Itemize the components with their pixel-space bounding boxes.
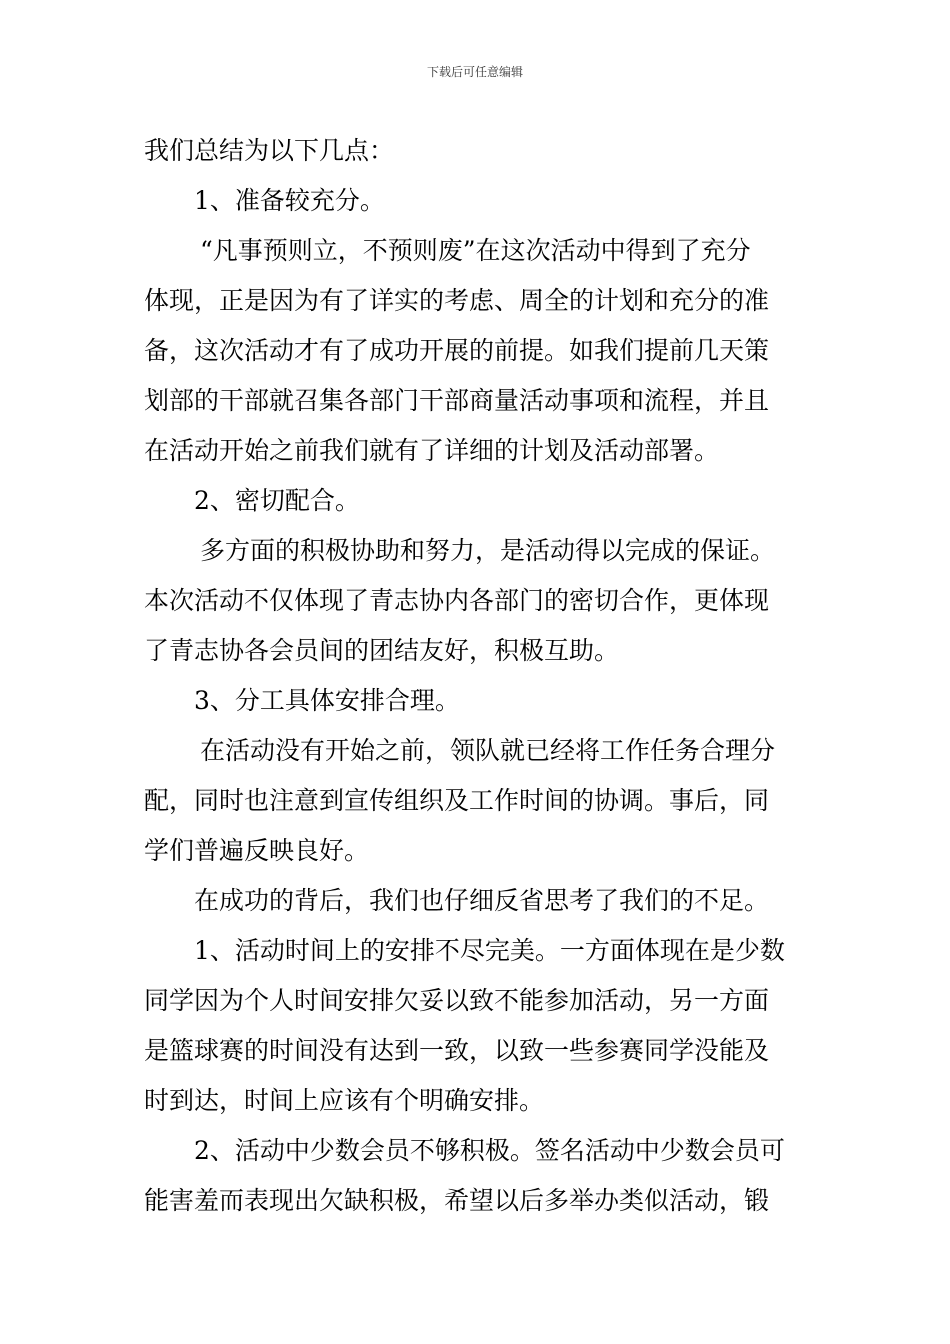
text-line: 时到达，时间上应该有个明确安排。 bbox=[144, 1086, 545, 1115]
text-line: 同学因为个人时间安排欠妥以致不能参加活动，另一方面 bbox=[144, 986, 770, 1015]
text-line: 我们总结为以下几点： bbox=[144, 136, 395, 165]
text-line: 了青志协各会员间的团结友好，积极互助。 bbox=[144, 636, 620, 665]
text-line: 1、活动时间上的安排不尽完美。一方面体现在是少数 bbox=[194, 936, 785, 965]
text-line: 本次活动不仅体现了青志协内各部门的密切合作，更体现 bbox=[144, 586, 770, 615]
document-body bbox=[144, 126, 808, 1226]
text-line: 能害羞而表现出欠缺积极，希望以后多举办类似活动，锻 bbox=[144, 1186, 770, 1215]
heading-line: 1、准备较充分。 bbox=[194, 186, 385, 215]
text-line: 备，这次活动才有了成功开展的前提。如我们提前几天策 bbox=[144, 336, 770, 365]
text-line: 在活动开始之前我们就有了详细的计划及活动部署。 bbox=[144, 436, 720, 465]
text-line: 是篮球赛的时间没有达到一致，以致一些参赛同学没能及 bbox=[144, 1036, 770, 1065]
text-line: 2、活动中少数会员不够积极。签名活动中少数会员可 bbox=[194, 1136, 785, 1165]
heading-line: 2、密切配合。 bbox=[194, 486, 360, 515]
text-line: 在成功的背后，我们也仔细反省思考了我们的不足。 bbox=[194, 886, 770, 915]
text-line: 划部的干部就召集各部门干部商量活动事项和流程，并且 bbox=[144, 386, 770, 415]
text-line: 体现，正是因为有了详实的考虑、周全的计划和充分的准 bbox=[144, 286, 770, 315]
text-line: 学们普遍反映良好。 bbox=[144, 836, 370, 865]
text-line: “凡事预则立，不预则废”在这次活动中得到了充分 bbox=[200, 236, 751, 265]
text-line: 在活动没有开始之前，领队就已经将工作任务合理分 bbox=[200, 736, 776, 765]
text-line: 多方面的积极协助和努力，是活动得以完成的保证。 bbox=[200, 536, 776, 565]
page-header: 下载后可任意编辑 bbox=[426, 65, 523, 79]
text-line: 配，同时也注意到宣传组织及工作时间的协调。事后，同 bbox=[144, 786, 770, 815]
heading-line: 3、分工具体安排合理。 bbox=[194, 686, 460, 715]
